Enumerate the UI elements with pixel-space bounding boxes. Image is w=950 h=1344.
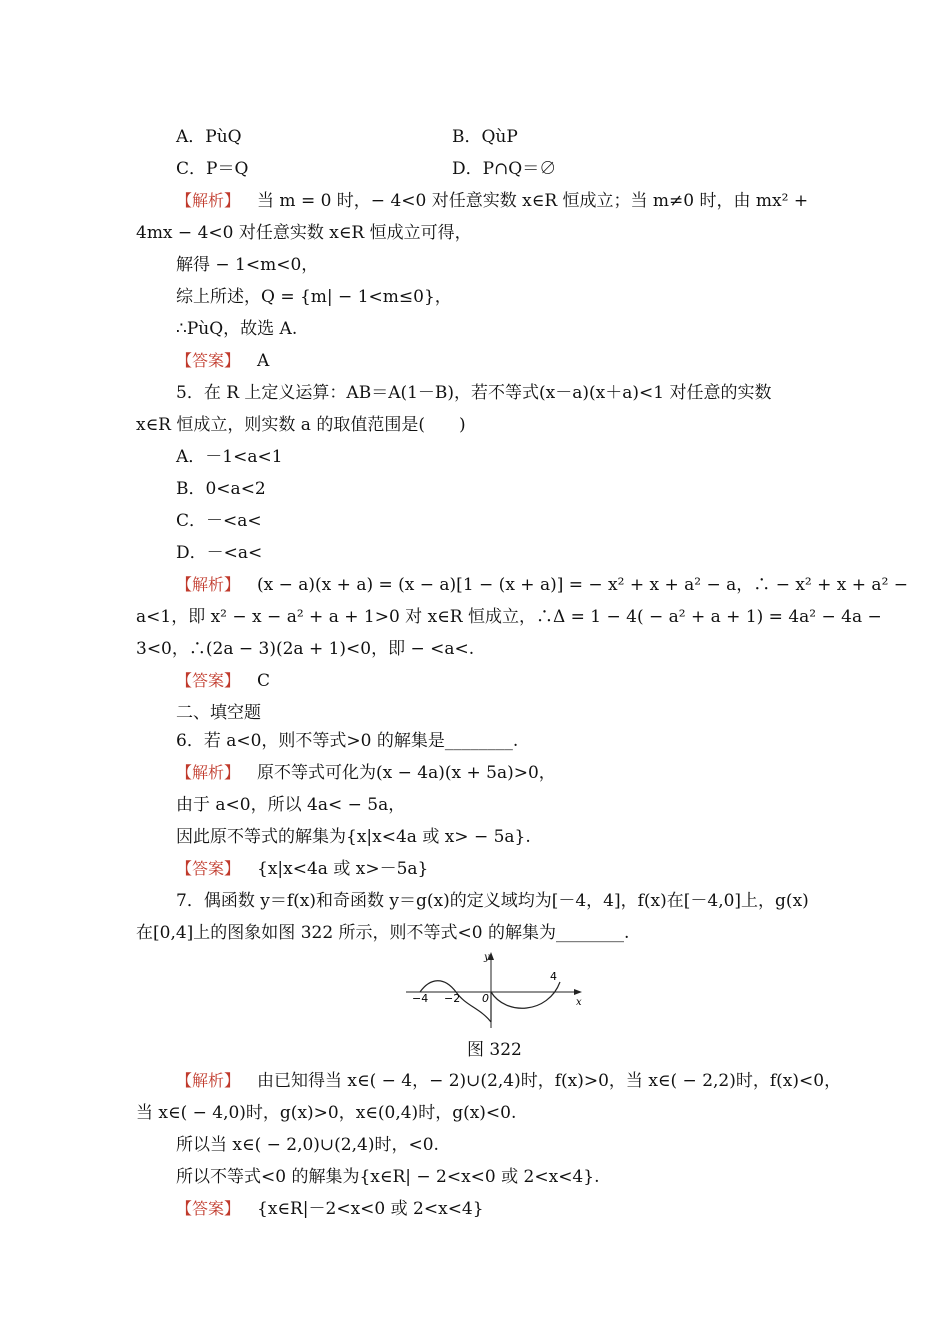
text-line bbox=[136, 922, 629, 944]
text-line bbox=[176, 858, 428, 880]
text-line bbox=[176, 670, 270, 692]
x-axis-label: x bbox=[576, 997, 582, 1008]
line-text: 因此原不等式的解集为{x|x<4a 或 x> − 5a}. bbox=[176, 827, 531, 847]
x-axis-arrow-icon bbox=[574, 989, 582, 995]
text-line bbox=[176, 794, 405, 816]
line-text: B．0<a<2 bbox=[176, 479, 266, 499]
line-text: D．P∩Q＝∅ bbox=[452, 159, 557, 179]
line-text: ∴PùQ，故选 A. bbox=[176, 319, 298, 339]
line-text: 所以当 x∈( − 2,0)∪(2,4)时，<0. bbox=[176, 1135, 439, 1155]
text-line bbox=[176, 510, 262, 532]
text-line bbox=[176, 126, 242, 148]
line-text: x∈R 恒成立，则实数 a 的取值范围是( ) bbox=[136, 415, 466, 435]
line-text: {x|x<4a 或 x>－5a} bbox=[257, 859, 429, 879]
text-line bbox=[176, 762, 556, 784]
function-graph-figure bbox=[398, 948, 586, 1030]
line-text: 3<0，∴(2a − 3)(2a + 1)<0，即 − <a<. bbox=[136, 639, 475, 659]
text-line bbox=[176, 1134, 439, 1156]
text-line bbox=[176, 350, 269, 372]
answer-tag: 【答案】 bbox=[176, 1199, 241, 1218]
text-line bbox=[136, 606, 882, 628]
text-line bbox=[176, 158, 248, 180]
line-text: B．QùP bbox=[452, 127, 518, 147]
text-line bbox=[136, 1102, 516, 1124]
text-line bbox=[176, 826, 531, 848]
line-text: 原不等式可化为(x − 4a)(x + 5a)>0， bbox=[257, 763, 556, 783]
text-line bbox=[176, 1166, 599, 1188]
text-line bbox=[176, 382, 771, 404]
y-axis-label: y bbox=[484, 952, 490, 963]
line-text: C．P＝Q bbox=[176, 159, 249, 179]
tick-label-neg2: −2 bbox=[444, 992, 461, 1005]
text-line bbox=[452, 126, 518, 148]
line-text: 4mx − 4<0 对任意实数 x∈R 恒成立可得， bbox=[136, 223, 472, 243]
text-line bbox=[176, 190, 808, 212]
line-text: A bbox=[257, 351, 270, 371]
answer-tag: 【解析】 bbox=[176, 763, 241, 782]
answer-tag: 【解析】 bbox=[176, 575, 241, 594]
figure-caption: 图 322 bbox=[467, 1040, 522, 1060]
tick-label-neg4: −4 bbox=[412, 992, 429, 1005]
text-line bbox=[176, 318, 297, 340]
text-line bbox=[176, 730, 518, 752]
tick-label-4: 4 bbox=[550, 970, 557, 983]
text-line bbox=[452, 158, 556, 180]
line-text: 当 m = 0 时，− 4<0 对任意实数 x∈R 恒成立；当 m≠0 时，由 mx² + bbox=[257, 191, 809, 211]
text-line bbox=[176, 478, 266, 500]
text-line bbox=[176, 446, 283, 468]
text-line bbox=[176, 286, 452, 308]
text-line bbox=[176, 1198, 484, 1220]
line-text: 二、填空题 bbox=[176, 703, 261, 723]
line-text: A．－1<a<1 bbox=[176, 447, 283, 467]
line-text: 由已知得当 x∈( − 4，− 2)∪(2,4)时，f(x)>0，当 x∈( − 2,2)时，f(x)<0， bbox=[257, 1071, 842, 1091]
text-line bbox=[136, 222, 472, 244]
line-text: 当 x∈( − 4,0)时，g(x)>0，x∈(0,4)时，g(x)<0. bbox=[136, 1103, 517, 1123]
line-text: 解得 − 1<m<0， bbox=[176, 255, 319, 275]
line-text: 综上所述，Q = {m| − 1<m≤0}， bbox=[176, 287, 452, 307]
g-curve bbox=[491, 982, 560, 1008]
text-line bbox=[176, 702, 261, 724]
text-line bbox=[136, 638, 474, 660]
answer-tag: 【答案】 bbox=[176, 351, 241, 370]
text-line bbox=[176, 542, 262, 564]
text-line bbox=[176, 574, 908, 596]
text-line bbox=[176, 1070, 841, 1092]
line-text: 由于 a<0，所以 4a< − 5a， bbox=[176, 795, 406, 815]
line-text: C bbox=[257, 671, 271, 691]
line-text: 7．偶函数 y＝f(x)和奇函数 y＝g(x)的定义域均为[－4，4]，f(x)在[－4,0]上，g(x) bbox=[176, 891, 809, 911]
text-line bbox=[176, 890, 809, 912]
answer-tag: 【解析】 bbox=[176, 191, 241, 210]
line-text: A．PùQ bbox=[176, 127, 242, 147]
line-text: 在[0,4]上的图象如图 322 所示，则不等式<0 的解集为________. bbox=[136, 923, 630, 943]
line-text: D．－<a< bbox=[176, 543, 263, 563]
answer-tag: 【答案】 bbox=[176, 671, 241, 690]
line-text: 5．在 R 上定义运算：AB＝A(1－B)，若不等式(x－a)(x＋a)<1 对任意的实数 bbox=[176, 383, 772, 403]
answer-tag: 【解析】 bbox=[176, 1071, 241, 1090]
line-text: C．－<a< bbox=[176, 511, 262, 531]
text-line bbox=[136, 414, 466, 436]
line-text: 6．若 a<0，则不等式>0 的解集是________. bbox=[176, 731, 519, 751]
origin-label: 0 bbox=[482, 992, 489, 1005]
text-line bbox=[176, 254, 318, 276]
line-text: (x − a)(x + a) = (x − a)[1 − (x + a)] = − x² + x + a² − a，∴ − x² + x + a² − bbox=[257, 575, 909, 595]
answer-tag: 【答案】 bbox=[176, 859, 241, 878]
line-text: 所以不等式<0 的解集为{x∈R| − 2<x<0 或 2<x<4}. bbox=[176, 1167, 600, 1187]
line-text: a<1，即 x² − x − a² + a + 1>0 对 x∈R 恒成立，∴Δ = 1 − 4( − a² + a + 1) = 4a² − 4a − bbox=[136, 607, 882, 627]
line-text: {x∈R|－2<x<0 或 2<x<4} bbox=[257, 1199, 484, 1219]
